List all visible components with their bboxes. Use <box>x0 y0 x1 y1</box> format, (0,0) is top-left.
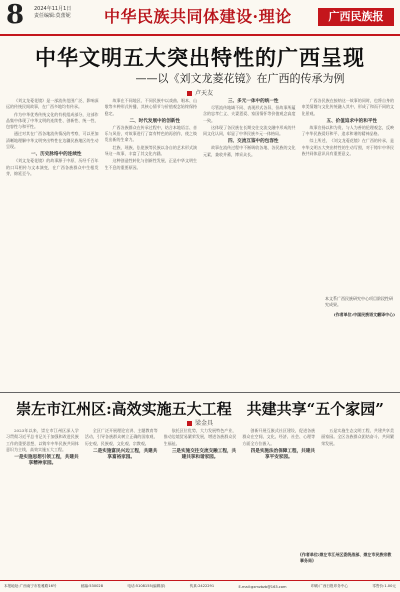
article-divider <box>0 392 400 393</box>
page-number: 8 <box>6 0 25 30</box>
paragraph: 尽管流传地域不同、表现形式各异，但故事所蕴含的忠孝仁义、夫妻恩爱、家国情怀等价值观念高度一致。 <box>203 105 296 123</box>
header-divider <box>0 34 400 36</box>
footer-price: 零售价:1.00元 <box>372 584 396 588</box>
article2-author: 梁金具 <box>194 420 213 427</box>
article2-column <box>85 428 158 576</box>
article1-headline: 中华文明五大突出特性的广西呈现 <box>35 46 365 70</box>
byline-marker-icon <box>187 421 192 426</box>
article1-column <box>203 98 296 390</box>
paragraph: 通过对其在广西各地流传情况的考察，可以更加清晰地理解中华文明突出特性在边疆民族地区的生动呈现。 <box>6 131 99 150</box>
article2-author-note: (作者单位:崇左市江州区委统战部、崇左市民族宗教事务局) <box>300 552 392 563</box>
page-header <box>0 0 400 36</box>
paragraph: 壮族、瑶族、仫佬族等民族以各自的艺术形式演绎这一故事，丰富了其文化内涵。 <box>104 144 197 157</box>
article1-byline <box>0 88 400 97</box>
article1-author-note: (作者单位:中国民族语文翻译中心) <box>333 312 395 317</box>
article1-author: 卢天友 <box>194 90 213 97</box>
section-editor: 责任编辑:莫蕾妮 <box>34 13 71 19</box>
footer-postcode: 邮编:530028 <box>80 584 103 588</box>
footer-printer: 印刷:广西日报印务中心 <box>310 584 348 588</box>
paragraph: 故事宣扬以和为贵、与人为善的伦理观念，反映了中华民族爱好和平、追求和谐的精神品格。 <box>301 124 394 137</box>
subheading: 一是实施思想引领工程，共建共享精神家园。 <box>14 455 79 467</box>
issue-date: 2024年11月1日 <box>34 6 72 12</box>
article2-byline <box>0 418 400 427</box>
paragraph: 广西各民族在接纳这一故事的同时，也将自身的审美情趣与文化传统融入其中，形成了和而不同的文化景观。 <box>301 98 394 116</box>
byline-marker-icon <box>187 91 192 96</box>
subheading: 四是实施法治保障工程，共建共享平安家园。 <box>250 448 315 460</box>
fund-note: 本文系广西民族研究中心项目阶段性研究成果。 <box>325 296 393 307</box>
subheading: 四、交流互鉴中的包容性 <box>227 139 279 145</box>
paragraph: 综上所述，《刘文龙菱花镜》在广西的传承，是中华文明五大突出特性的生动写照，对于铸牢中华民族共同体意识具有重要意义。 <box>301 138 394 157</box>
header-meta <box>34 6 71 20</box>
section-title: 中华民族共同体建设·理论 <box>104 7 292 26</box>
subheading: 二是实施富民兴边工程，共建共享富裕家园。 <box>93 448 158 460</box>
paragraph: 2023年以来，崇左市江州区深入学习贯彻习近平总书记关于加强和改进民族工作的重要思想，以铸牢中华民族共同体意识为主线，高效实施五大工程。 <box>6 428 79 452</box>
article1-column <box>105 98 198 390</box>
article1-notes <box>325 296 395 318</box>
article1-subhead: ——以《刘文龙菱花镜》在广西的传承为例 <box>135 72 345 85</box>
article1-column <box>6 98 99 390</box>
footer-fax: 传真:2422291 <box>189 584 215 588</box>
paragraph: 广西各族群众在传承过程中，结合本地语言、音乐与风俗，对故事进行了富有特色的再创作，使之焕发出新的生命力。 <box>104 124 197 143</box>
page-footer <box>0 580 400 592</box>
paragraph: 这种创造性转化与创新性发展，正是中华文明生生不息的重要原因。 <box>104 158 197 170</box>
footer-address: 本报地址:广西南宁市桂雅路16号 <box>4 584 57 588</box>
subheading: 一、历史脉络中的连续性 <box>30 152 82 158</box>
subheading: 三、多元一体中的统一性 <box>227 99 279 104</box>
article2-headline: 崇左市江州区:高效实施五大工程 共建共享“五个家园” <box>16 400 384 418</box>
paragraph: 《刘文龙菱花镜》是一部流传范围广泛、影响深远的传统民间故事，在广西多地均有传承。 <box>6 98 99 110</box>
paragraph: 这体现了各民族在长期交往交流交融中形成的共同文化认同，彰显了中华民族多元一体格局。 <box>203 124 296 137</box>
paragraph: 创新开展互嵌式社区建设，促进各族群众在空间、文化、经济、社会、心理等方面全方位嵌入。 <box>242 428 316 446</box>
paragraph: 故事在流传过程中不断吸收各地、各民族的文化元素，兼收并蓄，博采众长。 <box>203 145 296 157</box>
masthead: 广西民族报 <box>318 8 394 26</box>
paragraph: 依托区位优势，大力发展特色产业，推动边境贸易繁荣发展，增进各族群众民生福祉。 <box>163 428 237 446</box>
subheading: 二、时代发展中的创新性 <box>129 118 181 124</box>
paragraph: 故事在不同地区、不同民族中以戏曲、唱本、山歌等多种形式传播，其核心情节与价值观念始终保持稳定。 <box>104 98 197 116</box>
paragraph: 《刘文龙菱花镜》的故事源于中原，历经千百年的口耳相传与文本演变，在广西各族群众中生根发芽，绵延至今。 <box>6 158 99 176</box>
footer-email: E-mail:gxmzbzb@163.com <box>238 584 287 589</box>
article1-body <box>6 98 394 390</box>
article2-column <box>164 428 237 576</box>
footer-phone: 电话:5108155(编辑部) <box>127 584 166 588</box>
subheading: 五、价值追求中的和平性 <box>326 118 378 124</box>
subheading: 三是实施交往交流交融工程，共建共享和谐家园。 <box>171 448 237 460</box>
paragraph: 五是实施生态文明工程，共建共享美丽家园。全区各族群众团结奋斗、共同繁荣发展。 <box>321 428 394 446</box>
paragraph: 作为中华优秀传统文化的有机组成部分，这部作品集中体现了中华文明的连续性、创新性、统一性、包容性与和平性。 <box>6 111 99 130</box>
paragraph: 全区广泛开展理论宣讲、主题教育等活动，引导各族群众树立正确的国家观、历史观、民族观、文化观、宗教观。 <box>84 428 158 446</box>
article2-column <box>6 428 79 576</box>
article1-column <box>302 98 395 390</box>
